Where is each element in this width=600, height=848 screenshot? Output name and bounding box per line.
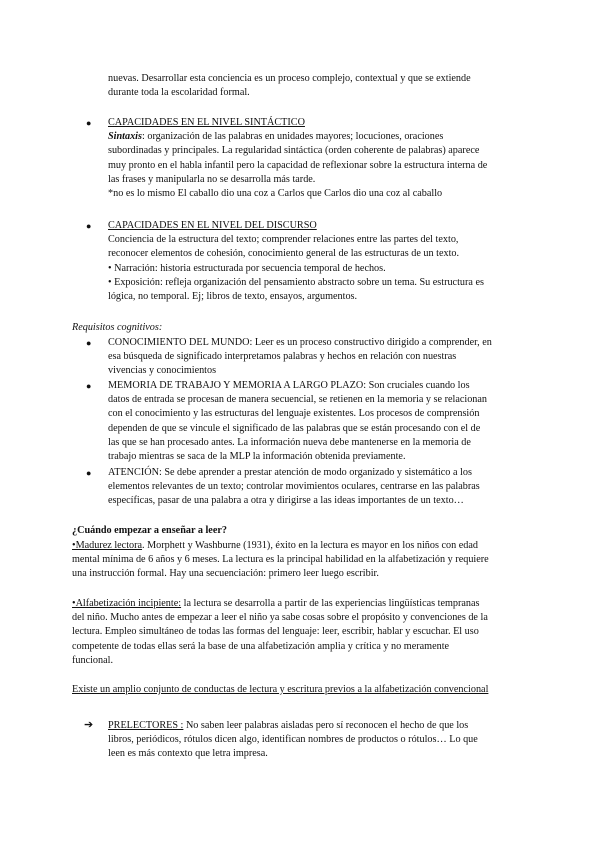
bullet-icon: ●	[86, 221, 92, 231]
intro-paragraph	[108, 72, 548, 100]
atencion-line-1	[108, 466, 546, 480]
intro-line-1: nuevas. Desarrollar esta conciencia es un proceso complejo, contextual y que se extiende	[108, 73, 471, 84]
discurso-line-2: reconocer elementos de cohesión, conocimiento general de las estructuras de un texto.	[108, 248, 460, 260]
prelectores-term: PRELECTORES :	[108, 720, 184, 731]
prelectores-line-2: libros, periódicos, rótulos dicen algo, identifican nombres de productos o rótulos… Lo que	[108, 734, 478, 746]
prelectores-line-1	[108, 719, 546, 733]
madurez-definition: . Morphett y Washburne (1931), éxito en la lectura es mayor en los niños con edad	[142, 540, 478, 551]
madurez-term: •Madurez lectora	[72, 540, 143, 551]
sintactico-heading: CAPACIDADES EN EL NIVEL SINTÁCTICO	[108, 117, 305, 128]
intro-line-2: durante toda la escolaridad formal.	[108, 87, 250, 99]
sintaxis-definition: : organización de las palabras en unidades mayores; locuciones, oraciones	[141, 131, 444, 143]
alfabetizacion-definition: la lectura se desarrolla a partir de las experiencias lingüísticas tempranas	[181, 598, 480, 609]
bullet-icon: ●	[86, 338, 92, 348]
discurso-heading: CAPACIDADES EN EL NIVEL DEL DISCURSO	[108, 220, 317, 231]
sintactico-line-3: muy pronto en el habla infantil pero la capacidad de reflexionar sobre la estructura interna de	[108, 159, 488, 171]
discurso-exposicion: • Exposición: refleja organización del pensamiento abstracto sobre un tema. Su estructura es	[108, 276, 484, 288]
discurso-section	[86, 219, 546, 304]
alfabetizacion-line-2: del niño. Mucho antes de empezar a leer el niño ya sabe cosas sobre el propósito y convenciones de la	[72, 612, 488, 624]
mundo-line-3: vivencias y conocimientos	[108, 365, 217, 377]
memoria-definition: : Son cruciales cuando los	[363, 380, 470, 391]
memoria-line-6: trabajo mientras se saca de la MLP la información obtenida previamente.	[108, 451, 406, 463]
alfabetizacion-line-1	[72, 597, 552, 611]
prelectores-item	[84, 719, 546, 762]
requisitos-heading: Requisitos cognitivos:	[72, 322, 163, 333]
discurso-line-1: Conciencia de la estructura del texto; comprender relaciones entre las partes del texto,	[108, 234, 459, 246]
discurso-narracion: • Narración: historia estructurada por secuencia temporal de hechos.	[108, 262, 386, 274]
cuando-heading: ¿Cuándo empezar a enseñar a leer?	[72, 525, 227, 536]
mundo-item	[86, 336, 546, 379]
alfabetizacion-paragraph	[72, 597, 552, 668]
memoria-line-1	[108, 379, 546, 393]
mundo-line-1	[108, 336, 546, 350]
atencion-item	[86, 466, 546, 509]
memoria-line-5: las que se han procesado antes. La información nueva debe mantenerse en la memoria de	[108, 436, 471, 448]
memoria-line-3: con el conocimiento y las estructuras del lenguaje existentes. Los procesos de comprensión	[108, 408, 480, 420]
madurez-line-3: una instrucción formal. Hay una secuenciación: primero leer luego escribir.	[72, 568, 379, 580]
mundo-line-2: esa búsqueda de significado interpretamos palabras y hechos en relación con nuestras	[108, 351, 457, 363]
conductas-heading: Existe un amplio conjunto de conductas de lectura y escritura previos a la alfabetización convencional	[72, 684, 489, 695]
sintaxis-term: Sintaxis	[108, 131, 142, 143]
sintactico-section	[86, 116, 546, 201]
atencion-line-3: específicas, pasar de una palabra a otra y dirigirse a las ideas importantes de un texto…	[108, 495, 464, 507]
prelectores-definition: No saben leer palabras aisladas pero sí reconocen el hecho de que los	[183, 720, 469, 731]
bullet-icon: ●	[86, 468, 92, 478]
sintactico-example: *no es lo mismo El caballo dio una coz a Carlos que Carlos dio una coz al caballo	[108, 188, 443, 200]
madurez-line-1	[72, 539, 552, 553]
atencion-line-2: elementos relevantes de un texto; controlar movimientos oculares, centrarse en las palabras	[108, 481, 480, 493]
mundo-definition: : Leer es un proceso constructivo dirigido a comprender, en	[249, 337, 492, 348]
alfabetizacion-term: •Alfabetización incipiente:	[72, 598, 182, 609]
discurso-line-5: lógica, no temporal. Ej; libros de texto, ensayos, argumentos.	[108, 291, 358, 303]
bullet-icon: ●	[86, 118, 92, 128]
alfabetizacion-line-3: lectura. Empleo simultáneo de todas las formas del lenguaje: leer, escribir, hablar y escuchar. El uso	[72, 626, 479, 638]
alfabetizacion-line-5: funcional.	[72, 654, 114, 666]
madurez-line-2: mental mínima de 6 años y 6 meses. La lectura es la principal habilidad en la alfabetización y requiere	[72, 554, 489, 566]
memoria-term: MEMORIA DE TRABAJO Y MEMORIA A LARGO PLAZO	[108, 380, 364, 391]
atencion-term: ATENCIÓN	[108, 467, 159, 478]
memoria-line-4: dependen de que se vincule el significado de las palabras que se están procesando con el de	[108, 422, 481, 434]
memoria-item	[86, 379, 546, 464]
sintactico-line-2: subordinadas y principales. La regularidad sintáctica (orden coherente de palabras) aparece	[108, 145, 480, 157]
sintactico-line-1	[108, 130, 546, 144]
madurez-paragraph	[72, 539, 552, 582]
sintactico-line-4: las frases y manipularla no se desarrolla más tarde.	[108, 173, 316, 185]
bullet-icon: ●	[86, 381, 92, 391]
memoria-line-2: datos de entrada se procesan de manera secuencial, se retienen en la memoria y se relacionan	[108, 394, 488, 406]
alfabetizacion-line-4: competente de todas ellas será la base de una alfabetización amplia y crítica y no meramente	[72, 640, 450, 652]
mundo-term: CONOCIMIENTO DEL MUNDO	[108, 337, 250, 348]
arrow-right-icon: ➔	[84, 719, 94, 731]
atencion-definition: : Se debe aprender a prestar atención de modo organizado y sistemático a los	[158, 467, 472, 478]
prelectores-line-3: leen es más contexto que letra impresa.	[108, 748, 268, 760]
